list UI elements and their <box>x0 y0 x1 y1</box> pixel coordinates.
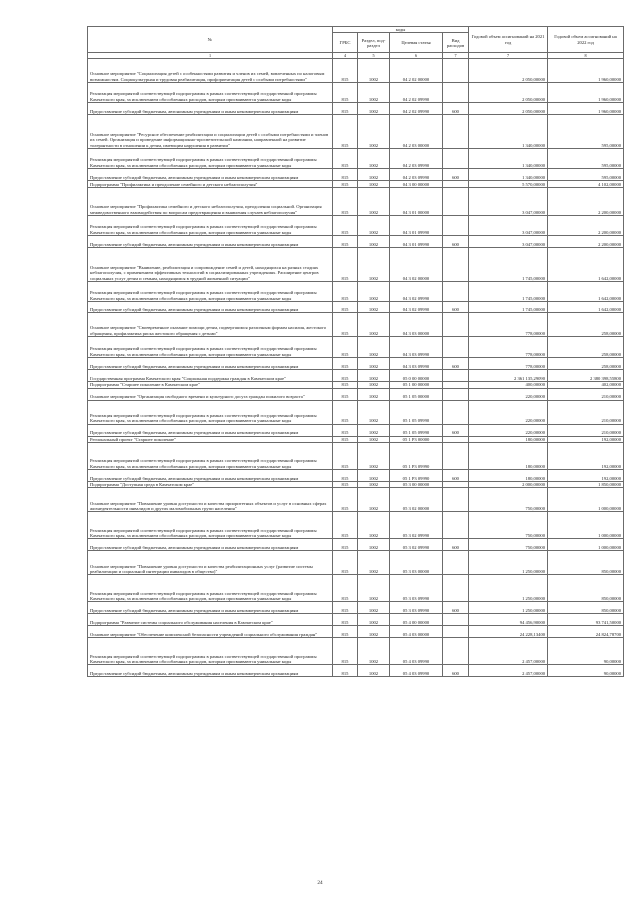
row-grbs: 815 <box>333 470 358 482</box>
row-name: Государственная программа Камчатского края "Социальная поддержка граждан в Камчатском крае" <box>88 370 333 382</box>
row-volume-2021: 400,00000 <box>469 382 548 388</box>
row-section: 1002 <box>358 216 390 236</box>
row-target-item: 04 2 03 09990 <box>390 169 443 181</box>
row-grbs: 815 <box>333 626 358 638</box>
row-target-item: 05 1 00 00000 <box>390 382 443 388</box>
row-target-item: 04 3 03 00000 <box>390 313 443 337</box>
row-volume-2021: 750,00000 <box>469 512 548 539</box>
row-grbs: 815 <box>333 358 358 370</box>
row-expense-type <box>443 181 469 188</box>
table-row <box>88 169 624 181</box>
table-header <box>88 27 624 53</box>
row-volume-2021: 1 250,00000 <box>469 551 548 575</box>
header-target-item: Целевая статья <box>390 33 443 53</box>
row-volume-2022: 850,00000 <box>548 575 624 602</box>
row-grbs: 815 <box>333 216 358 236</box>
row-grbs: 815 <box>333 443 358 470</box>
row-grbs: 815 <box>333 115 358 149</box>
row-section: 1002 <box>358 115 390 149</box>
row-volume-2022: 24 824,78700 <box>548 626 624 638</box>
table-row <box>88 149 624 169</box>
row-volume-2021: 2 000,00000 <box>469 482 548 488</box>
row-volume-2021: 1 340,00000 <box>469 115 548 149</box>
row-volume-2022: 2 200,00000 <box>548 216 624 236</box>
row-grbs: 815 <box>333 370 358 382</box>
row-volume-2022: 1 000,00000 <box>548 488 624 512</box>
row-volume-2021: 5 570,00000 <box>469 181 548 188</box>
row-grbs: 815 <box>333 539 358 551</box>
row-grbs: 815 <box>333 400 358 424</box>
row-volume-2021: 750,00000 <box>469 488 548 512</box>
table-row <box>88 59 624 83</box>
row-name: Предоставление субсидий бюджетным, автономным учреждениям и иным некоммерческим организациям <box>88 424 333 436</box>
row-section: 1002 <box>358 313 390 337</box>
row-expense-type <box>443 388 469 400</box>
row-grbs: 815 <box>333 512 358 539</box>
row-target-item: 04 3 03 09990 <box>390 358 443 370</box>
row-section: 1002 <box>358 539 390 551</box>
row-target-item: 05 3 02 09990 <box>390 512 443 539</box>
table-row <box>88 313 624 337</box>
row-section: 1002 <box>358 181 390 188</box>
table-row <box>88 512 624 539</box>
row-name: Предоставление субсидий бюджетным, автономным учреждениям и иным некоммерческим организациям <box>88 539 333 551</box>
row-grbs: 815 <box>333 188 358 216</box>
row-volume-2022: 850,00000 <box>548 602 624 614</box>
table-row <box>88 236 624 248</box>
row-expense-type <box>443 83 469 103</box>
row-grbs: 815 <box>333 665 358 677</box>
row-section: 1002 <box>358 436 390 442</box>
row-volume-2022: 1 960,00000 <box>548 83 624 103</box>
row-section: 1002 <box>358 248 390 282</box>
row-target-item: 04 3 01 09990 <box>390 216 443 236</box>
row-target-item: 05 3 03 09990 <box>390 602 443 614</box>
row-expense-type <box>443 488 469 512</box>
row-name: Реализация мероприятий соответствующей подпрограммы в рамках соответствующей государственной программы Камчатского края, за исключением обособленных расходов, которым присваиваются уникальные коды <box>88 443 333 470</box>
table-row <box>88 282 624 302</box>
row-volume-2022: 595,00000 <box>548 149 624 169</box>
row-expense-type <box>443 248 469 282</box>
row-grbs: 815 <box>333 424 358 436</box>
row-target-item: 04 3 02 00000 <box>390 248 443 282</box>
row-expense-type: 600 <box>443 169 469 181</box>
row-section: 1002 <box>358 665 390 677</box>
row-volume-2021: 750,00000 <box>469 539 548 551</box>
row-volume-2022: 258,00000 <box>548 358 624 370</box>
row-volume-2021: 2 457,00000 <box>469 665 548 677</box>
row-section: 1002 <box>358 169 390 181</box>
row-volume-2021: 3 047,00000 <box>469 236 548 248</box>
row-volume-2022: 1 642,00000 <box>548 302 624 313</box>
row-name: Основное мероприятие "Своевременное оказание помощи детям, подвергшимся различным формам насилия, жестокого обращения, профилактика риска жестокого обращения с детьми" <box>88 313 333 337</box>
row-name: Предоставление субсидий бюджетным, автономным учреждениям и иным некоммерческим организациям <box>88 169 333 181</box>
row-target-item: 05 1 05 09990 <box>390 424 443 436</box>
row-grbs: 815 <box>333 302 358 313</box>
row-volume-2021: 1 250,00000 <box>469 602 548 614</box>
row-name: Реализация мероприятий соответствующей подпрограммы в рамках соответствующей государственной программы Камчатского края, за исключением обособленных расходов, которым присваиваются уникальные коды <box>88 83 333 103</box>
row-expense-type: 600 <box>443 665 469 677</box>
row-expense-type <box>443 313 469 337</box>
row-volume-2021: 778,00000 <box>469 313 548 337</box>
table-row <box>88 370 624 382</box>
row-name: Основное мероприятие "Социализация детей с особенностями развития и членов их семей, вовлеченных по налоговым возможностям. Социокультурная и трудовая реабилитация, профориентация детей с особыми потребностями" <box>88 59 333 83</box>
row-volume-2022: 402,00000 <box>548 382 624 388</box>
row-name: Предоставление субсидий бюджетным, автономным учреждениям и иным некоммерческим организациям <box>88 470 333 482</box>
row-volume-2022: 210,00000 <box>548 400 624 424</box>
row-grbs: 815 <box>333 149 358 169</box>
row-section: 1002 <box>358 358 390 370</box>
row-name: Основное мероприятие "Организация свободного времени и культурного досуга граждан пожилого возраста" <box>88 388 333 400</box>
header-expense-type: Вид расходов <box>443 33 469 53</box>
row-volume-2021: 3 047,00000 <box>469 188 548 216</box>
row-section: 1002 <box>358 337 390 358</box>
row-target-item: 05 1 P3 09990 <box>390 470 443 482</box>
row-target-item: 04 2 02 09990 <box>390 103 443 115</box>
row-grbs: 815 <box>333 59 358 83</box>
row-name: Предоставление субсидий бюджетным, автономным учреждениям и иным некоммерческим организациям <box>88 665 333 677</box>
column-number: 8 <box>548 53 624 59</box>
row-volume-2022: 1 000,00000 <box>548 539 624 551</box>
row-grbs: 815 <box>333 614 358 626</box>
row-volume-2021: 180,00000 <box>469 436 548 442</box>
row-name: Подпрограмма "Старшее поколение в Камчатском крае" <box>88 382 333 388</box>
row-grbs: 815 <box>333 169 358 181</box>
table-row <box>88 337 624 358</box>
row-name: Реализация мероприятий соответствующей подпрограммы в рамках соответствующей государственной программы Камчатского края, за исключением обособленных расходов, которым присваиваются уникальные коды <box>88 400 333 424</box>
row-target-item: 04 2 02 00000 <box>390 59 443 83</box>
row-volume-2022: 4 102,00000 <box>548 181 624 188</box>
row-volume-2022: 90,00000 <box>548 638 624 665</box>
row-volume-2021: 2 050,00000 <box>469 103 548 115</box>
row-grbs: 815 <box>333 103 358 115</box>
row-name: Основное мероприятие "Профилактика семейного и детского неблагополучия, преодоления социальной. Организация межведомственного взаимодействия по вопросам предотвращения и выявления случаев неблагополучия" <box>88 188 333 216</box>
row-grbs: 815 <box>333 181 358 188</box>
header-grbs: ГРБС <box>333 33 358 53</box>
table-row <box>88 115 624 149</box>
row-name: Предоставление субсидий бюджетным, автономным учреждениям и иным некоммерческим организациям <box>88 236 333 248</box>
row-section: 1002 <box>358 149 390 169</box>
row-expense-type <box>443 512 469 539</box>
table-row <box>88 665 624 677</box>
row-volume-2021: 2 457,00000 <box>469 638 548 665</box>
row-grbs: 815 <box>333 313 358 337</box>
row-section: 1002 <box>358 400 390 424</box>
table-row <box>88 443 624 470</box>
row-expense-type: 600 <box>443 470 469 482</box>
row-grbs: 815 <box>333 602 358 614</box>
row-volume-2021: 3 047,00000 <box>469 216 548 236</box>
row-section: 1002 <box>358 512 390 539</box>
row-section: 1002 <box>358 370 390 382</box>
row-volume-2022: 2 380 398,55800 <box>548 370 624 382</box>
row-target-item: 05 3 03 09990 <box>390 575 443 602</box>
row-volume-2022: 1 850,00000 <box>548 482 624 488</box>
row-target-item: 04 3 02 09990 <box>390 282 443 302</box>
row-name: Реализация мероприятий соответствующей подпрограммы в рамках соответствующей государственной программы Камчатского края, за исключением обособленных расходов, которым присваиваются уникальные коды <box>88 337 333 358</box>
row-expense-type <box>443 400 469 424</box>
row-name: Подпрограмма "Развитие системы социального обслуживания населения в Камчатском крае" <box>88 614 333 626</box>
row-expense-type: 600 <box>443 103 469 115</box>
table-row <box>88 188 624 216</box>
row-volume-2022: 595,00000 <box>548 169 624 181</box>
row-section: 1002 <box>358 282 390 302</box>
row-target-item: 05 4 03 00000 <box>390 626 443 638</box>
row-volume-2021: 180,00000 <box>469 443 548 470</box>
row-expense-type <box>443 638 469 665</box>
row-section: 1002 <box>358 443 390 470</box>
table-row <box>88 358 624 370</box>
row-target-item: 05 3 00 00000 <box>390 482 443 488</box>
header-codes: коды <box>333 27 469 33</box>
row-volume-2021: 1 340,00000 <box>469 169 548 181</box>
row-section: 1002 <box>358 103 390 115</box>
row-volume-2021: 2 050,00000 <box>469 59 548 83</box>
row-target-item: 05 1 P3 00000 <box>390 436 443 442</box>
table-row <box>88 103 624 115</box>
row-name: Основное мероприятие "Повышение уровня доступности и качества приоритетных объектов и услуг в основных сферах жизнедеятельности инвалидов и других маломобильных групп населения" <box>88 488 333 512</box>
table-row <box>88 638 624 665</box>
table-row <box>88 302 624 313</box>
table-row <box>88 602 624 614</box>
page-number: 24 <box>317 880 323 886</box>
table-row <box>88 575 624 602</box>
table-row <box>88 539 624 551</box>
row-grbs: 815 <box>333 388 358 400</box>
row-volume-2022: 192,00000 <box>548 436 624 442</box>
row-expense-type <box>443 626 469 638</box>
row-target-item: 04 2 03 09990 <box>390 149 443 169</box>
row-volume-2022: 258,00000 <box>548 313 624 337</box>
table-row <box>88 83 624 103</box>
row-target-item: 05 1 05 00000 <box>390 388 443 400</box>
row-name: Основное мероприятие "Выявление, реабилитация и сопровождение семей и детей, находящихся на разных стадиях неблагополучия, с применением эффективных технологий в социализированных учреждениях. Расширение центров социальных услуг детям и семьям, находящимся в трудной жизненной ситуации" <box>88 248 333 282</box>
row-target-item: 05 1 P3 09990 <box>390 443 443 470</box>
row-target-item: 05 0 00 00000 <box>390 370 443 382</box>
row-volume-2022: 1 000,00000 <box>548 512 624 539</box>
table-row <box>88 551 624 575</box>
row-grbs: 815 <box>333 551 358 575</box>
row-target-item: 04 2 02 09990 <box>390 83 443 103</box>
row-volume-2021: 1 340,00000 <box>469 149 548 169</box>
row-target-item: 04 3 02 09990 <box>390 302 443 313</box>
row-volume-2021: 220,00000 <box>469 400 548 424</box>
row-target-item: 05 1 05 09990 <box>390 400 443 424</box>
row-section: 1002 <box>358 482 390 488</box>
row-volume-2021: 220,00000 <box>469 424 548 436</box>
row-section: 1002 <box>358 188 390 216</box>
row-volume-2022: 210,00000 <box>548 388 624 400</box>
row-grbs: 815 <box>333 236 358 248</box>
row-expense-type: 600 <box>443 302 469 313</box>
row-section: 1002 <box>358 614 390 626</box>
budget-table <box>87 26 624 677</box>
header-number: № <box>88 27 333 53</box>
row-grbs: 815 <box>333 337 358 358</box>
row-section: 1002 <box>358 59 390 83</box>
row-name: Реализация мероприятий соответствующей подпрограммы в рамках соответствующей государственной программы Камчатского края, за исключением обособленных расходов, которым присваиваются уникальные коды <box>88 216 333 236</box>
row-target-item: 04 3 01 00000 <box>390 188 443 216</box>
row-volume-2022: 2 200,00000 <box>548 188 624 216</box>
row-target-item: 04 3 01 09990 <box>390 236 443 248</box>
row-volume-2021: 778,00000 <box>469 337 548 358</box>
table-row <box>88 488 624 512</box>
row-grbs: 815 <box>333 382 358 388</box>
row-expense-type <box>443 337 469 358</box>
table-row <box>88 216 624 236</box>
row-volume-2022: 210,00000 <box>548 424 624 436</box>
row-volume-2022: 2 200,00000 <box>548 236 624 248</box>
row-volume-2022: 1 642,00000 <box>548 282 624 302</box>
column-number: 4 <box>333 53 358 59</box>
row-volume-2022: 192,00000 <box>548 443 624 470</box>
row-volume-2021: 220,00000 <box>469 388 548 400</box>
row-target-item: 05 4 00 00000 <box>390 614 443 626</box>
row-name: Подпрограмма "Профилактика и преодоление семейного и детского неблагополучия" <box>88 181 333 188</box>
row-name: Реализация мероприятий соответствующей подпрограммы в рамках соответствующей государственной программы Камчатского края, за исключением обособленных расходов, которым присваиваются уникальные коды <box>88 149 333 169</box>
row-expense-type <box>443 59 469 83</box>
row-volume-2021: 1 745,00000 <box>469 248 548 282</box>
row-target-item: 04 3 03 09990 <box>390 337 443 358</box>
row-expense-type: 600 <box>443 358 469 370</box>
row-grbs: 815 <box>333 488 358 512</box>
row-expense-type <box>443 551 469 575</box>
table-body <box>88 53 624 677</box>
row-grbs: 815 <box>333 575 358 602</box>
column-number: 5 <box>358 53 390 59</box>
column-number: 1 <box>88 53 333 59</box>
row-volume-2022: 1 960,00000 <box>548 103 624 115</box>
row-volume-2022: 258,00000 <box>548 337 624 358</box>
row-grbs: 815 <box>333 436 358 442</box>
row-volume-2021: 2 361 135,29090 <box>469 370 548 382</box>
row-name: Предоставление субсидий бюджетным, автономным учреждениям и иным некоммерческим организациям <box>88 602 333 614</box>
row-volume-2021: 180,00000 <box>469 470 548 482</box>
row-target-item: 05 3 03 00000 <box>390 551 443 575</box>
row-grbs: 815 <box>333 248 358 282</box>
row-section: 1002 <box>358 382 390 388</box>
row-expense-type <box>443 575 469 602</box>
row-expense-type: 600 <box>443 602 469 614</box>
row-target-item: 04 3 00 00000 <box>390 181 443 188</box>
row-grbs: 815 <box>333 638 358 665</box>
row-grbs: 815 <box>333 482 358 488</box>
row-target-item: 04 2 03 00000 <box>390 115 443 149</box>
table-row <box>88 424 624 436</box>
row-section: 1002 <box>358 83 390 103</box>
row-section: 1002 <box>358 626 390 638</box>
header-volume-2022: Годовой объем ассигнований на 2022 год <box>548 27 624 53</box>
row-target-item: 05 4 03 09990 <box>390 665 443 677</box>
row-grbs: 815 <box>333 83 358 103</box>
row-volume-2022: 1 642,00000 <box>548 248 624 282</box>
row-section: 1002 <box>358 388 390 400</box>
table-row <box>88 388 624 400</box>
row-name: Реализация мероприятий соответствующей подпрограммы в рамках соответствующей государственной программы Камчатского края, за исключением обособленных расходов, которым присваиваются уникальные коды <box>88 282 333 302</box>
row-target-item: 05 3 02 00000 <box>390 488 443 512</box>
row-volume-2021: 24 228,13400 <box>469 626 548 638</box>
row-expense-type <box>443 149 469 169</box>
column-number: 7 <box>443 53 469 59</box>
row-name: Реализация мероприятий соответствующей подпрограммы в рамках соответствующей государственной программы Камчатского края, за исключением обособленных расходов, которым присваиваются уникальные коды <box>88 638 333 665</box>
row-volume-2022: 595,00000 <box>548 115 624 149</box>
row-expense-type: 600 <box>443 424 469 436</box>
row-section: 1002 <box>358 575 390 602</box>
row-name: Основное мероприятие "Повышение уровня доступности и качества реабилитационных услуг (развитие системы реабилитации и социальной интеграции инвалидов в общество)" <box>88 551 333 575</box>
row-section: 1002 <box>358 470 390 482</box>
row-expense-type <box>443 115 469 149</box>
row-volume-2021: 778,00000 <box>469 358 548 370</box>
row-volume-2022: 850,00000 <box>548 551 624 575</box>
table-row <box>88 626 624 638</box>
row-section: 1002 <box>358 488 390 512</box>
row-section: 1002 <box>358 424 390 436</box>
row-section: 1002 <box>358 638 390 665</box>
header-section: Раздел, под-раздел <box>358 33 390 53</box>
row-name: Предоставление субсидий бюджетным, автономным учреждениям и иным некоммерческим организациям <box>88 358 333 370</box>
row-expense-type <box>443 370 469 382</box>
row-name: Предоставление субсидий бюджетным, автономным учреждениям и иным некоммерческим организациям <box>88 302 333 313</box>
row-volume-2021: 1 745,00000 <box>469 302 548 313</box>
row-volume-2021: 2 050,00000 <box>469 83 548 103</box>
row-volume-2022: 90,00000 <box>548 665 624 677</box>
row-name: Реализация мероприятий соответствующей подпрограммы в рамках соответствующей государственной программы Камчатского края, за исключением обособленных расходов, которым присваиваются уникальные коды <box>88 575 333 602</box>
row-volume-2022: 192,00000 <box>548 470 624 482</box>
row-expense-type <box>443 614 469 626</box>
row-section: 1002 <box>358 302 390 313</box>
row-expense-type <box>443 188 469 216</box>
row-name: Реализация мероприятий соответствующей подпрограммы в рамках соответствующей государственной программы Камчатского края, за исключением обособленных расходов, которым присваиваются уникальные коды <box>88 512 333 539</box>
row-name: Региональный проект "Старшее поколение" <box>88 436 333 442</box>
table-row <box>88 248 624 282</box>
row-expense-type: 600 <box>443 236 469 248</box>
header-volume-2021: Годовой объем ассигнований на 2021 год <box>469 27 548 53</box>
row-volume-2022: 1 960,00000 <box>548 59 624 83</box>
row-grbs: 815 <box>333 282 358 302</box>
row-expense-type <box>443 282 469 302</box>
row-target-item: 05 3 02 09990 <box>390 539 443 551</box>
row-expense-type <box>443 443 469 470</box>
row-volume-2021: 1 250,00000 <box>469 575 548 602</box>
table-row <box>88 470 624 482</box>
row-name: Основное мероприятие "Ресурсное обеспечение реабилитации и социализации детей с особыми потребностями и членов их семей. Организация и проведение информационно-просветительской кампании, направленной на развитие толерантности в отношении к детям, имеющим нарушения в развитии" <box>88 115 333 149</box>
row-expense-type <box>443 216 469 236</box>
table-row <box>88 614 624 626</box>
row-expense-type: 600 <box>443 539 469 551</box>
row-target-item: 05 4 03 09990 <box>390 638 443 665</box>
row-section: 1002 <box>358 551 390 575</box>
table-row <box>88 181 624 188</box>
table-row <box>88 400 624 424</box>
row-volume-2021: 1 745,00000 <box>469 282 548 302</box>
column-number: 7 <box>469 53 548 59</box>
row-volume-2021: 94 456,90000 <box>469 614 548 626</box>
column-number: 6 <box>390 53 443 59</box>
row-name: Предоставление субсидий бюджетным, автономным учреждениям и иным некоммерческим организациям <box>88 103 333 115</box>
row-section: 1002 <box>358 602 390 614</box>
row-name: Подпрограмма "Доступная среда в Камчатском крае" <box>88 482 333 488</box>
row-volume-2022: 93 741,50000 <box>548 614 624 626</box>
row-name: Основное мероприятие "Обеспечение комплексной безопасности учреждений социального обслуживания граждан" <box>88 626 333 638</box>
row-section: 1002 <box>358 236 390 248</box>
